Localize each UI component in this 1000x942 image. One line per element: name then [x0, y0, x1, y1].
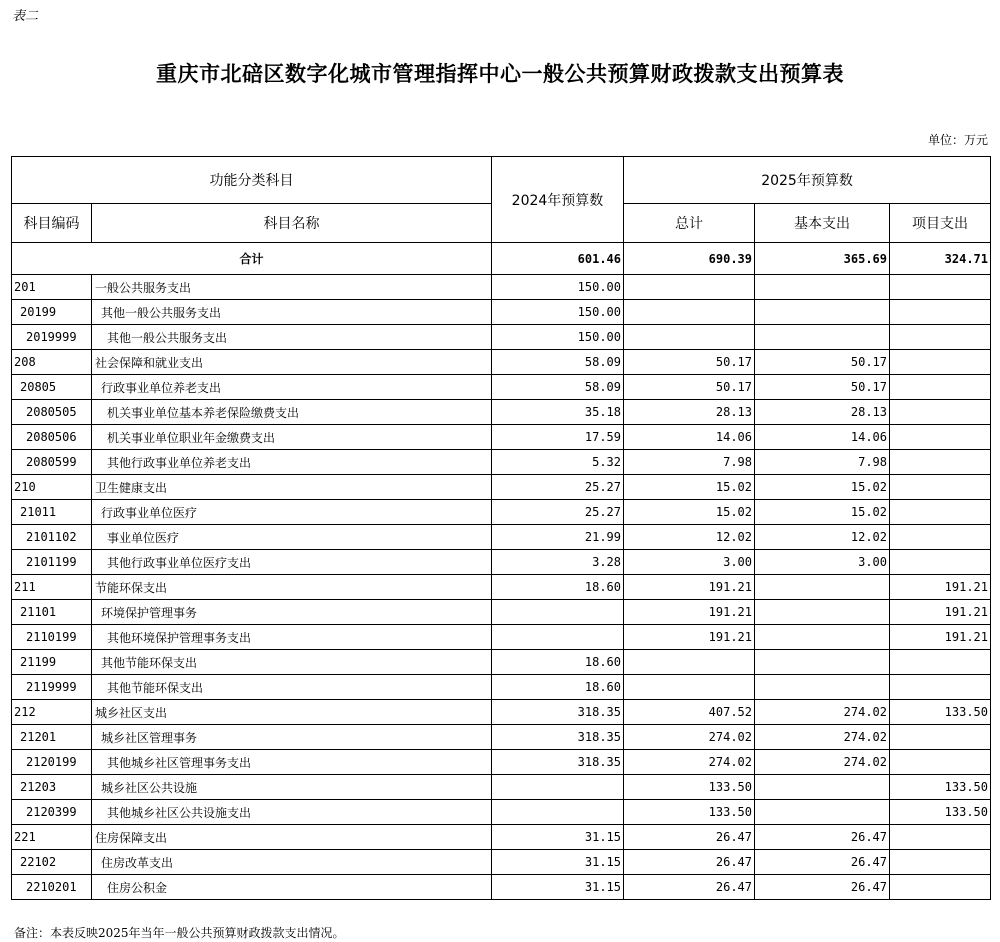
- row-b2024: 150.00: [492, 275, 624, 300]
- table-row: [12, 575, 991, 600]
- row-b2024: [492, 800, 624, 825]
- row-project: [890, 425, 991, 450]
- header-budget-2024: 2024年预算数: [492, 157, 624, 243]
- page-title: 重庆市北碚区数字化城市管理指挥中心一般公共预算财政拨款支出预算表: [156, 61, 844, 86]
- row-b2024: 31.15: [492, 850, 624, 875]
- row-name: 其他城乡社区公共设施支出: [92, 800, 492, 825]
- row-project: [890, 475, 991, 500]
- total-basic: 365.69: [755, 243, 890, 275]
- table-row: [12, 350, 991, 375]
- header-project: 项目支出: [890, 204, 991, 243]
- total-row: [12, 243, 991, 275]
- table-row: [12, 450, 991, 475]
- row-basic: [755, 775, 890, 800]
- row-name: 事业单位医疗: [92, 525, 492, 550]
- row-total: 274.02: [624, 725, 755, 750]
- row-name: 其他城乡社区管理事务支出: [92, 750, 492, 775]
- table-row: [12, 850, 991, 875]
- row-code: 21011: [12, 500, 92, 525]
- row-b2024: 318.35: [492, 700, 624, 725]
- row-name: 其他一般公共服务支出: [92, 325, 492, 350]
- row-total: [624, 300, 755, 325]
- row-project: [890, 850, 991, 875]
- row-basic: 15.02: [755, 475, 890, 500]
- row-code: 201: [12, 275, 92, 300]
- row-project: [890, 750, 991, 775]
- row-b2024: 150.00: [492, 325, 624, 350]
- row-name: 机关事业单位职业年金缴费支出: [92, 425, 492, 450]
- table-row: [12, 775, 991, 800]
- row-code: 2120199: [12, 750, 92, 775]
- row-total: [624, 325, 755, 350]
- table-row: [12, 400, 991, 425]
- row-total: 15.02: [624, 475, 755, 500]
- row-project: 191.21: [890, 625, 991, 650]
- row-code: 2080506: [12, 425, 92, 450]
- row-total: 133.50: [624, 775, 755, 800]
- row-b2024: 5.32: [492, 450, 624, 475]
- row-b2024: [492, 600, 624, 625]
- row-b2024: 18.60: [492, 575, 624, 600]
- row-name: 城乡社区公共设施: [92, 775, 492, 800]
- header-name: 科目名称: [92, 204, 492, 243]
- row-total: 407.52: [624, 700, 755, 725]
- table-row: [12, 525, 991, 550]
- row-project: [890, 550, 991, 575]
- row-total: 191.21: [624, 575, 755, 600]
- row-basic: [755, 625, 890, 650]
- row-basic: [755, 650, 890, 675]
- row-basic: 26.47: [755, 825, 890, 850]
- row-total: 3.00: [624, 550, 755, 575]
- row-name: 住房公积金: [92, 875, 492, 900]
- row-name: 一般公共服务支出: [92, 275, 492, 300]
- row-code: 20199: [12, 300, 92, 325]
- row-name: 节能环保支出: [92, 575, 492, 600]
- row-name: 其他行政事业单位养老支出: [92, 450, 492, 475]
- row-project: [890, 275, 991, 300]
- row-name: 其他节能环保支出: [92, 650, 492, 675]
- table-row: [12, 600, 991, 625]
- row-basic: [755, 575, 890, 600]
- row-code: 208: [12, 350, 92, 375]
- row-code: 221: [12, 825, 92, 850]
- table-row: [12, 725, 991, 750]
- row-code: 22102: [12, 850, 92, 875]
- row-b2024: 18.60: [492, 675, 624, 700]
- table-row: [12, 500, 991, 525]
- row-name: 住房保障支出: [92, 825, 492, 850]
- row-project: [890, 300, 991, 325]
- row-project: [890, 450, 991, 475]
- row-basic: 50.17: [755, 375, 890, 400]
- row-code: 212: [12, 700, 92, 725]
- table-row: [12, 475, 991, 500]
- table-row: [12, 425, 991, 450]
- footnote: 备注：本表反映2025年当年一般公共预算财政拨款支出情况。: [14, 926, 345, 940]
- row-total: 26.47: [624, 825, 755, 850]
- row-name: 行政事业单位养老支出: [92, 375, 492, 400]
- total-project: 324.71: [890, 243, 991, 275]
- row-basic: 28.13: [755, 400, 890, 425]
- table-row: [12, 800, 991, 825]
- row-project: [890, 825, 991, 850]
- row-code: 2019999: [12, 325, 92, 350]
- row-b2024: 25.27: [492, 475, 624, 500]
- row-project: [890, 725, 991, 750]
- row-code: 211: [12, 575, 92, 600]
- row-basic: 3.00: [755, 550, 890, 575]
- total-label: 合计: [12, 243, 492, 275]
- row-b2024: 31.15: [492, 875, 624, 900]
- row-total: 26.47: [624, 850, 755, 875]
- row-total: 191.21: [624, 625, 755, 650]
- row-total: 50.17: [624, 375, 755, 400]
- row-basic: 14.06: [755, 425, 890, 450]
- table-row: [12, 550, 991, 575]
- total-b2024: 601.46: [492, 243, 624, 275]
- row-basic: 274.02: [755, 725, 890, 750]
- row-b2024: 18.60: [492, 650, 624, 675]
- row-b2024: 35.18: [492, 400, 624, 425]
- row-b2024: 21.99: [492, 525, 624, 550]
- row-b2024: 318.35: [492, 750, 624, 775]
- row-code: 2119999: [12, 675, 92, 700]
- table-number-label: 表二: [12, 9, 39, 24]
- row-code: 2101102: [12, 525, 92, 550]
- row-code: 2110199: [12, 625, 92, 650]
- row-basic: 274.02: [755, 700, 890, 725]
- row-b2024: 25.27: [492, 500, 624, 525]
- row-code: 21101: [12, 600, 92, 625]
- row-project: [890, 325, 991, 350]
- row-code: 2080505: [12, 400, 92, 425]
- row-total: 274.02: [624, 750, 755, 775]
- row-b2024: 3.28: [492, 550, 624, 575]
- row-total: [624, 275, 755, 300]
- table-row: [12, 875, 991, 900]
- row-b2024: [492, 625, 624, 650]
- row-code: 21201: [12, 725, 92, 750]
- row-total: [624, 650, 755, 675]
- row-name: 卫生健康支出: [92, 475, 492, 500]
- row-code: 210: [12, 475, 92, 500]
- table-row: [12, 375, 991, 400]
- row-basic: [755, 325, 890, 350]
- row-total: [624, 675, 755, 700]
- row-project: 191.21: [890, 575, 991, 600]
- row-name: 住房改革支出: [92, 850, 492, 875]
- table-row: [12, 625, 991, 650]
- budget-table: [11, 156, 991, 900]
- row-name: 环境保护管理事务: [92, 600, 492, 625]
- table-row: [12, 300, 991, 325]
- row-b2024: 31.15: [492, 825, 624, 850]
- row-basic: 26.47: [755, 850, 890, 875]
- row-name: 机关事业单位基本养老保险缴费支出: [92, 400, 492, 425]
- row-code: 2101199: [12, 550, 92, 575]
- row-b2024: 17.59: [492, 425, 624, 450]
- header-total: 总计: [624, 204, 755, 243]
- row-name: 其他行政事业单位医疗支出: [92, 550, 492, 575]
- total-total: 690.39: [624, 243, 755, 275]
- row-b2024: 150.00: [492, 300, 624, 325]
- row-basic: 15.02: [755, 500, 890, 525]
- row-basic: [755, 675, 890, 700]
- table-row: [12, 750, 991, 775]
- table-row: [12, 325, 991, 350]
- row-project: [890, 875, 991, 900]
- row-project: [890, 375, 991, 400]
- row-total: 28.13: [624, 400, 755, 425]
- row-total: 15.02: [624, 500, 755, 525]
- row-project: [890, 500, 991, 525]
- table-row: [12, 675, 991, 700]
- row-code: 2120399: [12, 800, 92, 825]
- row-project: [890, 350, 991, 375]
- row-code: 21203: [12, 775, 92, 800]
- row-name: 社会保障和就业支出: [92, 350, 492, 375]
- row-basic: 12.02: [755, 525, 890, 550]
- row-project: 191.21: [890, 600, 991, 625]
- table-row: [12, 275, 991, 300]
- row-basic: 50.17: [755, 350, 890, 375]
- table-row: [12, 650, 991, 675]
- row-total: 26.47: [624, 875, 755, 900]
- row-basic: [755, 600, 890, 625]
- header-code: 科目编码: [12, 204, 92, 243]
- row-basic: [755, 300, 890, 325]
- row-code: 20805: [12, 375, 92, 400]
- row-name: 其他环境保护管理事务支出: [92, 625, 492, 650]
- row-total: 50.17: [624, 350, 755, 375]
- row-b2024: [492, 775, 624, 800]
- row-project: [890, 400, 991, 425]
- row-code: 21199: [12, 650, 92, 675]
- row-project: [890, 650, 991, 675]
- row-name: 城乡社区支出: [92, 700, 492, 725]
- unit-label: 单位：万元: [927, 133, 988, 147]
- row-total: 12.02: [624, 525, 755, 550]
- table-row: [12, 700, 991, 725]
- row-project: [890, 675, 991, 700]
- row-total: 191.21: [624, 600, 755, 625]
- row-b2024: 318.35: [492, 725, 624, 750]
- row-project: 133.50: [890, 775, 991, 800]
- row-basic: 26.47: [755, 875, 890, 900]
- row-b2024: 58.09: [492, 350, 624, 375]
- header-functional: 功能分类科目: [12, 157, 492, 204]
- row-project: 133.50: [890, 700, 991, 725]
- row-b2024: 58.09: [492, 375, 624, 400]
- row-total: 14.06: [624, 425, 755, 450]
- row-name: 行政事业单位医疗: [92, 500, 492, 525]
- row-project: [890, 525, 991, 550]
- row-basic: 274.02: [755, 750, 890, 775]
- row-project: 133.50: [890, 800, 991, 825]
- row-name: 其他一般公共服务支出: [92, 300, 492, 325]
- row-total: 7.98: [624, 450, 755, 475]
- row-name: 其他节能环保支出: [92, 675, 492, 700]
- header-basic: 基本支出: [755, 204, 890, 243]
- row-basic: 7.98: [755, 450, 890, 475]
- row-total: 133.50: [624, 800, 755, 825]
- row-basic: [755, 800, 890, 825]
- row-basic: [755, 275, 890, 300]
- table-row: [12, 825, 991, 850]
- row-name: 城乡社区管理事务: [92, 725, 492, 750]
- row-code: 2080599: [12, 450, 92, 475]
- row-code: 2210201: [12, 875, 92, 900]
- header-budget-2025: 2025年预算数: [624, 157, 991, 204]
